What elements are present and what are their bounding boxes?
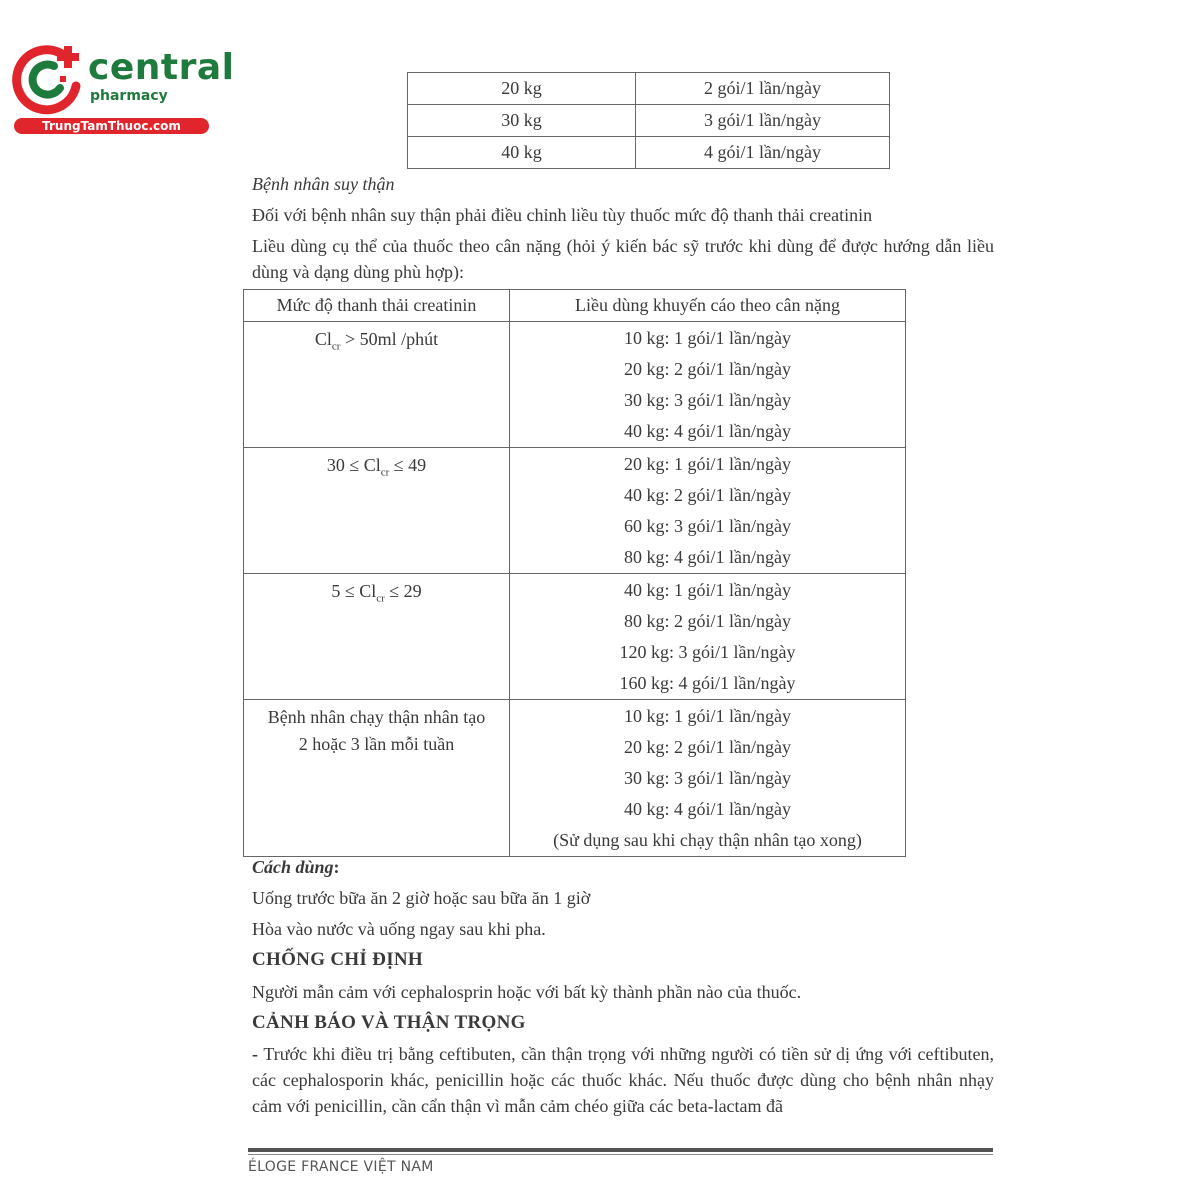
dose-cell: 4 gói/1 lần/ngày: [636, 137, 890, 169]
logo-url-badge: TrungTamThuoc.com: [14, 118, 209, 134]
renal-line-2: Liều dùng cụ thể của thuốc theo cân nặng (hỏi ý kiến bác sỹ trước khi dùng để được hướng dẫn liều dùng và dạng dùng phù hợp):: [252, 236, 994, 282]
clearance-level: $30 \le Cl_{cr} \le 49$: [244, 448, 510, 574]
weight-cell: 30 kg: [408, 105, 636, 137]
dose-line: 120 kg: 3 gói/1 lần/ngày: [619, 642, 796, 662]
usage-line-1: Uống trước bữa ăn 2 giờ hoặc sau bữa ăn 1 giờ: [252, 888, 591, 908]
dose-line: 30 kg: 3 gói/1 lần/ngày: [624, 768, 791, 788]
dose-line: 40 kg: 4 gói/1 lần/ngày: [624, 799, 791, 819]
dose-cell: 3 gói/1 lần/ngày: [636, 105, 890, 137]
table-row: [408, 73, 890, 105]
dose-line: 60 kg: 3 gói/1 lần/ngày: [624, 516, 791, 536]
clearance-level: [244, 700, 510, 857]
usage-line-2: Hòa vào nước và uống ngay sau khi pha.: [252, 919, 546, 939]
pharmacy-cross-icon: [10, 38, 90, 118]
dose-list: [510, 448, 906, 574]
contraindications-text: Người mẫn cảm với cephalosprin hoặc với bất kỳ thành phần nào của thuốc.: [252, 982, 802, 1002]
table-row: [244, 700, 906, 857]
logo-subtitle: pharmacy: [90, 88, 168, 104]
dose-list: [510, 322, 906, 448]
dose-line: 20 kg: 2 gói/1 lần/ngày: [624, 359, 791, 379]
renal-subtitle: Bệnh nhân suy thận: [252, 174, 395, 194]
clearance-level: $Cl_{cr} > 50ml$ /phút: [244, 322, 510, 448]
table-row: [408, 105, 890, 137]
footer-rule: [248, 1148, 993, 1152]
renal-dose-table: [243, 289, 906, 857]
table-row: [244, 448, 906, 574]
warnings-text: - Trước khi điều trị bằng ceftibuten, cần thận trọng với những người có tiền sử dị ứng với ceftibuten, các cephalosporin khác, penicillin hoặc các thuốc khác. Nếu thuốc được dùng cho bệnh nhân nhạy cảm với penicillin, cần cẩn thận vì mẫn cảm chéo giữa các beta-lactam đã: [252, 1044, 995, 1116]
weight-dose-table: [407, 72, 890, 169]
usage-heading: Cách dùng:: [252, 857, 340, 877]
footer-company: ÉLOGE FRANCE VIỆT NAM: [248, 1159, 434, 1175]
dose-line: 160 kg: 4 gói/1 lần/ngày: [619, 673, 796, 693]
logo-brand: central: [88, 47, 235, 88]
contraindications-heading: CHỐNG CHỈ ĐỊNH: [252, 949, 423, 970]
dose-line: 40 kg: 1 gói/1 lần/ngày: [624, 580, 791, 600]
footer-rule-thin: [248, 1154, 993, 1155]
dose-line: 80 kg: 2 gói/1 lần/ngày: [624, 611, 791, 631]
weight-cell: 40 kg: [408, 137, 636, 169]
dose-cell: 2 gói/1 lần/ngày: [636, 73, 890, 105]
dose-line: 40 kg: 4 gói/1 lần/ngày: [624, 421, 791, 441]
table-row: [408, 137, 890, 169]
table-header-row: [244, 290, 906, 322]
dose-note: (Sử dụng sau khi chạy thận nhân tạo xong): [553, 830, 862, 850]
table-row: [244, 322, 906, 448]
dialysis-line-1: Bệnh nhân chạy thận nhân tạo: [267, 707, 486, 727]
dose-line: 10 kg: 1 gói/1 lần/ngày: [624, 706, 791, 726]
renal-line-1: Đối với bệnh nhân suy thận phải điều chỉnh liều tùy thuốc mức độ thanh thải creatinin: [252, 205, 873, 225]
dose-line: 40 kg: 2 gói/1 lần/ngày: [624, 485, 791, 505]
table-row: [244, 574, 906, 700]
dose-list: [510, 574, 906, 700]
column-header-dose: Liều dùng khuyến cáo theo cân nặng: [510, 290, 906, 322]
column-header-clearance: Mức độ thanh thải creatinin: [244, 290, 510, 322]
dose-list: [510, 700, 906, 857]
warnings-heading: CẢNH BÁO VÀ THẬN TRỌNG: [252, 1012, 526, 1033]
dose-line: 20 kg: 2 gói/1 lần/ngày: [624, 737, 791, 757]
dose-line: 80 kg: 4 gói/1 lần/ngày: [624, 547, 791, 567]
dialysis-line-2: 2 hoặc 3 lần mỗi tuần: [298, 734, 455, 754]
dose-line: 10 kg: 1 gói/1 lần/ngày: [624, 328, 791, 348]
dose-line: 30 kg: 3 gói/1 lần/ngày: [624, 390, 791, 410]
weight-cell: 20 kg: [408, 73, 636, 105]
dose-line: 20 kg: 1 gói/1 lần/ngày: [624, 454, 791, 474]
clearance-level: $5 \le Cl_{cr} \le 29$: [244, 574, 510, 700]
